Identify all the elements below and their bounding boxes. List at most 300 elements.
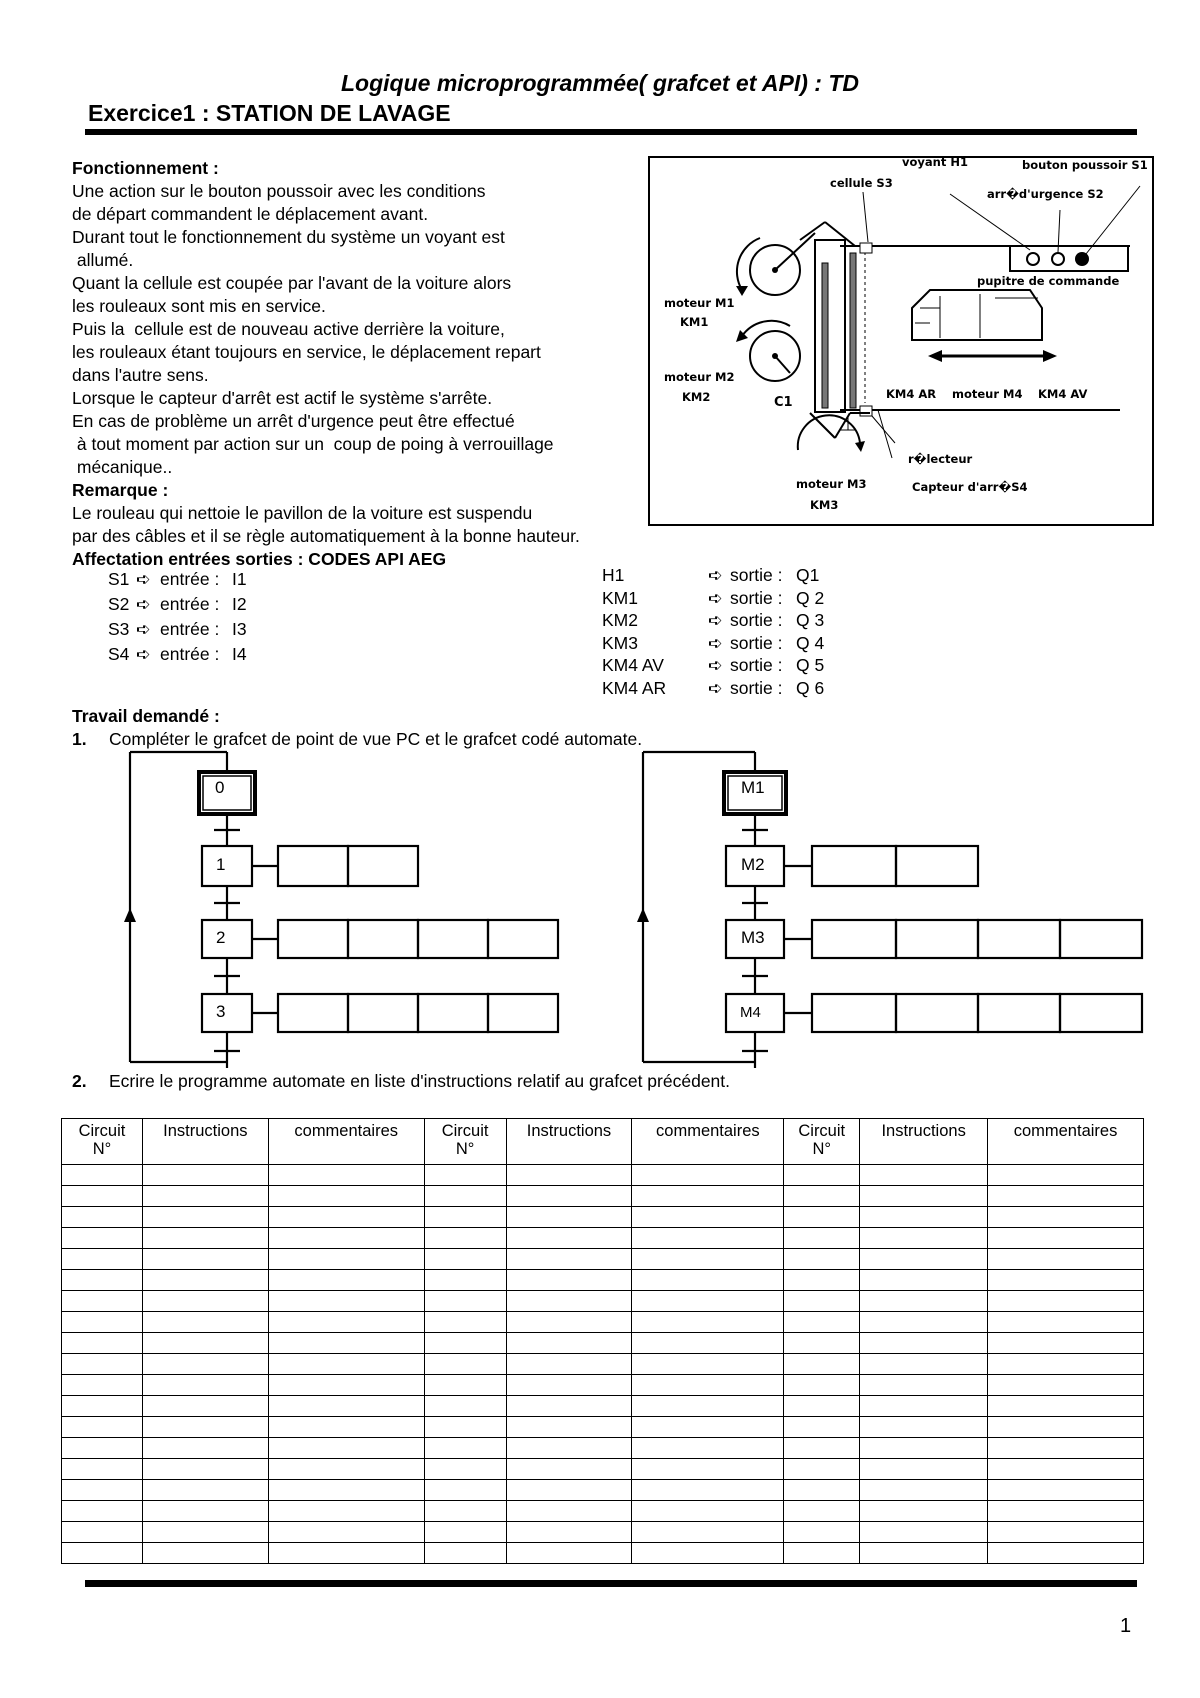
remarque-line: Le rouleau qui nettoie le pavillon de la voiture est suspendu xyxy=(72,503,533,523)
table-cell[interactable] xyxy=(62,1438,143,1459)
label-moteur-m2: moteur M2 xyxy=(664,370,735,384)
table-cell[interactable] xyxy=(142,1270,268,1291)
grafcet-step-label: M3 xyxy=(741,928,765,947)
label-moteur-m1: moteur M1 xyxy=(664,296,735,310)
io-name: KM2 xyxy=(602,610,638,631)
io-name: S4 xyxy=(108,644,130,664)
table-cell[interactable] xyxy=(506,1375,632,1396)
table-cell[interactable] xyxy=(860,1354,988,1375)
table-cell[interactable] xyxy=(424,1291,506,1312)
io-name: KM3 xyxy=(602,632,638,653)
table-cell[interactable] xyxy=(988,1207,1144,1228)
table-cell[interactable] xyxy=(62,1354,143,1375)
table-cell[interactable] xyxy=(784,1312,860,1333)
grafcet-step-label: M4 xyxy=(740,1004,761,1021)
io-name: KM4 AR xyxy=(602,677,667,698)
table-cell[interactable] xyxy=(988,1417,1144,1438)
table-cell[interactable] xyxy=(268,1522,424,1543)
output-row xyxy=(602,632,824,655)
table-cell[interactable] xyxy=(142,1501,268,1522)
table-cell[interactable] xyxy=(988,1396,1144,1417)
table-cell[interactable] xyxy=(424,1501,506,1522)
table-cell[interactable] xyxy=(860,1459,988,1480)
io-name: S3 xyxy=(108,619,130,639)
grafcet-step-label: 2 xyxy=(216,928,226,947)
table-cell[interactable] xyxy=(506,1207,632,1228)
header-line: Instructions xyxy=(526,1122,612,1140)
table-row xyxy=(62,1312,1144,1333)
table-cell[interactable] xyxy=(988,1354,1144,1375)
table-row xyxy=(62,1459,1144,1480)
header-line: commentaires xyxy=(294,1122,399,1140)
table-cell[interactable] xyxy=(784,1480,860,1501)
table-cell[interactable] xyxy=(506,1354,632,1375)
table-cell[interactable] xyxy=(62,1543,143,1564)
table-cell[interactable] xyxy=(62,1459,143,1480)
table-cell[interactable] xyxy=(424,1438,506,1459)
table-cell[interactable] xyxy=(424,1333,506,1354)
table-cell[interactable] xyxy=(424,1354,506,1375)
io-name: S1 xyxy=(108,569,130,589)
table-cell[interactable] xyxy=(632,1228,784,1249)
table-cell[interactable] xyxy=(506,1333,632,1354)
io-code: I2 xyxy=(232,594,247,614)
output-row xyxy=(602,564,824,587)
table-cell[interactable] xyxy=(142,1291,268,1312)
table-cell[interactable] xyxy=(860,1186,988,1207)
table-cell[interactable] xyxy=(424,1207,506,1228)
arrow-icon: ➪ xyxy=(708,565,723,585)
fonctionnement-line: Une action sur le bouton poussoir avec les conditions xyxy=(72,181,486,201)
io-label: sortie : xyxy=(730,632,783,653)
grafcet-step-label: M1 xyxy=(741,778,765,797)
io-name: S2 xyxy=(108,594,130,614)
io-code: Q 6 xyxy=(796,677,825,698)
table-cell[interactable] xyxy=(268,1459,424,1480)
table-row xyxy=(62,1417,1144,1438)
grafcet-step-label: M2 xyxy=(741,855,765,874)
table-cell[interactable] xyxy=(632,1480,784,1501)
io-code: Q 3 xyxy=(796,610,825,631)
label-capteur: Capteur d'arr�S4 xyxy=(912,480,1028,494)
table-cell[interactable] xyxy=(268,1375,424,1396)
table-cell[interactable] xyxy=(988,1186,1144,1207)
table-cell[interactable] xyxy=(424,1459,506,1480)
fonctionnement-line: Durant tout le fonctionnement du système un voyant est xyxy=(72,227,505,247)
header-line: N° xyxy=(812,1140,831,1158)
grafcet-step-label: 1 xyxy=(216,855,226,874)
table-cell[interactable] xyxy=(860,1396,988,1417)
output-row xyxy=(602,609,824,632)
table-cell[interactable] xyxy=(988,1501,1144,1522)
table-cell[interactable] xyxy=(632,1522,784,1543)
table-cell[interactable] xyxy=(860,1165,988,1186)
table-cell[interactable] xyxy=(268,1291,424,1312)
io-code: Q 4 xyxy=(796,632,825,653)
table-cell[interactable] xyxy=(142,1396,268,1417)
table-cell[interactable] xyxy=(142,1522,268,1543)
table-cell[interactable] xyxy=(988,1522,1144,1543)
fonctionnement-line: Lorsque le capteur d'arrêt est actif le système s'arrête. xyxy=(72,388,493,408)
arrow-icon: ➪ xyxy=(708,677,723,698)
fonctionnement-line: à tout moment par action sur un coup de poing à verrouillage xyxy=(72,434,554,454)
table-cell[interactable] xyxy=(268,1207,424,1228)
question-2-text: Ecrire le programme automate en liste d'instructions relatif au grafcet précédent. xyxy=(109,1071,731,1091)
table-cell[interactable] xyxy=(268,1312,424,1333)
table-cell[interactable] xyxy=(62,1291,143,1312)
table-row xyxy=(62,1522,1144,1543)
io-label: sortie : xyxy=(730,677,783,698)
table-cell[interactable] xyxy=(268,1333,424,1354)
table-cell[interactable] xyxy=(142,1207,268,1228)
label-voyant: voyant H1 xyxy=(902,155,968,169)
table-cell[interactable] xyxy=(860,1522,988,1543)
footer-rule xyxy=(85,1580,1137,1587)
table-cell[interactable] xyxy=(988,1228,1144,1249)
header-line: commentaires xyxy=(1013,1122,1118,1140)
table-cell[interactable] xyxy=(784,1501,860,1522)
table-cell[interactable] xyxy=(632,1312,784,1333)
table-row xyxy=(62,1270,1144,1291)
column-header xyxy=(506,1119,632,1165)
grafcet-step-label: 0 xyxy=(215,778,225,797)
table-row xyxy=(62,1333,1144,1354)
header-line: Instructions xyxy=(881,1122,966,1140)
table-cell[interactable] xyxy=(506,1270,632,1291)
table-cell[interactable] xyxy=(988,1165,1144,1186)
outputs-list xyxy=(602,564,824,700)
grafcet-step-label: 3 xyxy=(216,1002,226,1021)
column-header xyxy=(424,1119,506,1165)
table-cell[interactable] xyxy=(142,1459,268,1480)
io-label: sortie : xyxy=(730,610,783,631)
table-cell[interactable] xyxy=(62,1249,143,1270)
label-km2: KM2 xyxy=(682,390,711,404)
arrow-icon: ➪ xyxy=(708,655,723,676)
table-cell[interactable] xyxy=(632,1417,784,1438)
table-cell[interactable] xyxy=(424,1165,506,1186)
fonctionnement-line: Quant la cellule est coupée par l'avant de la voiture alors xyxy=(72,273,512,293)
io-label: entrée : xyxy=(160,594,220,614)
table-cell[interactable] xyxy=(784,1249,860,1270)
program-table xyxy=(61,1118,1144,1564)
header-line: Circuit xyxy=(78,1122,126,1140)
table-header-row xyxy=(62,1119,1144,1165)
table-cell[interactable] xyxy=(506,1501,632,1522)
table-cell[interactable] xyxy=(784,1186,860,1207)
fonctionnement-line: dans l'autre sens. xyxy=(72,365,209,385)
input-row xyxy=(108,592,247,617)
table-row xyxy=(62,1291,1144,1312)
table-cell[interactable] xyxy=(62,1417,143,1438)
table-row xyxy=(62,1228,1144,1249)
table-row xyxy=(62,1207,1144,1228)
table-cell[interactable] xyxy=(632,1501,784,1522)
table-cell[interactable] xyxy=(860,1501,988,1522)
table-cell[interactable] xyxy=(632,1375,784,1396)
fonctionnement-line: les rouleaux sont mis en service. xyxy=(72,296,326,316)
table-cell[interactable] xyxy=(784,1438,860,1459)
fonctionnement-line: allumé. xyxy=(72,250,134,270)
table-cell[interactable] xyxy=(506,1417,632,1438)
table-cell[interactable] xyxy=(268,1480,424,1501)
input-row xyxy=(108,567,247,592)
table-cell[interactable] xyxy=(268,1270,424,1291)
table-cell[interactable] xyxy=(142,1186,268,1207)
table-cell[interactable] xyxy=(268,1417,424,1438)
arrow-icon: ➪ xyxy=(136,594,151,614)
table-cell[interactable] xyxy=(632,1291,784,1312)
remarque-line: par des câbles et il se règle automatiquement à la bonne hauteur. xyxy=(72,526,580,546)
table-cell[interactable] xyxy=(62,1165,143,1186)
io-label: entrée : xyxy=(160,619,220,639)
table-cell[interactable] xyxy=(268,1354,424,1375)
table-cell[interactable] xyxy=(784,1543,860,1564)
fonctionnement-line: En cas de problème un arrêt d'urgence peut être effectué xyxy=(72,411,515,431)
table-cell[interactable] xyxy=(506,1312,632,1333)
table-cell[interactable] xyxy=(506,1249,632,1270)
table-cell[interactable] xyxy=(860,1417,988,1438)
table-cell[interactable] xyxy=(860,1333,988,1354)
table-cell[interactable] xyxy=(506,1228,632,1249)
table-row xyxy=(62,1186,1144,1207)
output-row xyxy=(602,654,824,677)
table-cell[interactable] xyxy=(988,1270,1144,1291)
table-cell[interactable] xyxy=(784,1396,860,1417)
station-drawing xyxy=(650,158,1152,524)
table-row xyxy=(62,1396,1144,1417)
table-cell[interactable] xyxy=(142,1354,268,1375)
table-cell[interactable] xyxy=(62,1207,143,1228)
table-cell[interactable] xyxy=(860,1480,988,1501)
table-cell[interactable] xyxy=(268,1186,424,1207)
table-cell[interactable] xyxy=(784,1291,860,1312)
page-title: Logique microprogrammée( grafcet et API) : TD xyxy=(341,70,859,96)
table-cell[interactable] xyxy=(424,1249,506,1270)
table-body xyxy=(62,1165,1144,1564)
table-cell[interactable] xyxy=(424,1312,506,1333)
io-label: entrée : xyxy=(160,644,220,664)
column-header xyxy=(62,1119,143,1165)
table-cell[interactable] xyxy=(506,1543,632,1564)
table-cell[interactable] xyxy=(424,1543,506,1564)
table-row xyxy=(62,1480,1144,1501)
table-cell[interactable] xyxy=(424,1228,506,1249)
header-line: commentaires xyxy=(656,1122,760,1140)
io-name: KM4 AV xyxy=(602,655,664,676)
question-1-number: 1. xyxy=(72,729,87,749)
label-moteur-m4: moteur M4 xyxy=(952,387,1023,401)
table-cell[interactable] xyxy=(506,1438,632,1459)
table-cell[interactable] xyxy=(784,1375,860,1396)
header-line: Circuit xyxy=(441,1122,489,1140)
table-cell[interactable] xyxy=(142,1228,268,1249)
table-cell[interactable] xyxy=(424,1186,506,1207)
table-cell[interactable] xyxy=(424,1270,506,1291)
table-cell[interactable] xyxy=(988,1291,1144,1312)
io-code: Q 5 xyxy=(796,655,825,676)
table-cell[interactable] xyxy=(506,1165,632,1186)
label-km4-ar: KM4 AR xyxy=(886,387,937,401)
table-cell[interactable] xyxy=(506,1396,632,1417)
table-cell[interactable] xyxy=(860,1228,988,1249)
table-cell[interactable] xyxy=(268,1543,424,1564)
arrow-icon: ➪ xyxy=(136,569,151,589)
table-cell[interactable] xyxy=(784,1228,860,1249)
table-cell[interactable] xyxy=(632,1165,784,1186)
table-cell[interactable] xyxy=(860,1438,988,1459)
table-cell[interactable] xyxy=(506,1186,632,1207)
table-cell[interactable] xyxy=(860,1207,988,1228)
travail-heading: Travail demandé : xyxy=(72,706,220,726)
table-cell[interactable] xyxy=(142,1333,268,1354)
table-cell[interactable] xyxy=(62,1501,143,1522)
table-cell[interactable] xyxy=(988,1480,1144,1501)
table-cell[interactable] xyxy=(142,1417,268,1438)
table-cell[interactable] xyxy=(142,1438,268,1459)
fonctionnement-line: les rouleaux étant toujours en service, le déplacement repart xyxy=(72,342,541,362)
table-cell[interactable] xyxy=(424,1417,506,1438)
io-code: I3 xyxy=(232,619,247,639)
table-cell[interactable] xyxy=(632,1396,784,1417)
column-header xyxy=(784,1119,860,1165)
table-cell[interactable] xyxy=(988,1249,1144,1270)
table-cell[interactable] xyxy=(784,1270,860,1291)
io-name: KM1 xyxy=(602,587,638,608)
table-cell[interactable] xyxy=(632,1270,784,1291)
table-cell[interactable] xyxy=(632,1543,784,1564)
table-cell[interactable] xyxy=(988,1543,1144,1564)
table-cell[interactable] xyxy=(506,1522,632,1543)
table-cell[interactable] xyxy=(62,1312,143,1333)
io-code: I1 xyxy=(232,569,247,589)
label-moteur-m3: moteur M3 xyxy=(796,477,867,491)
label-reflecteur: r�lecteur xyxy=(908,452,973,466)
table-row xyxy=(62,1165,1144,1186)
table-row xyxy=(62,1438,1144,1459)
table-cell[interactable] xyxy=(632,1459,784,1480)
table-cell[interactable] xyxy=(506,1291,632,1312)
table-cell[interactable] xyxy=(784,1354,860,1375)
question-1-text: Compléter le grafcet de point de vue PC et le grafcet codé automate. xyxy=(109,729,643,749)
table-cell[interactable] xyxy=(142,1543,268,1564)
question-2-number: 2. xyxy=(72,1071,87,1091)
io-code: Q 2 xyxy=(796,587,825,608)
table-cell[interactable] xyxy=(62,1333,143,1354)
table-cell[interactable] xyxy=(988,1459,1144,1480)
affectation-heading: Affectation entrées sorties : CODES API AEG xyxy=(72,549,447,569)
table-cell[interactable] xyxy=(142,1480,268,1501)
label-km1: KM1 xyxy=(680,315,709,329)
table-cell[interactable] xyxy=(784,1417,860,1438)
header-line: N° xyxy=(455,1140,475,1158)
arrow-icon: ➪ xyxy=(136,619,151,639)
table-cell[interactable] xyxy=(424,1522,506,1543)
table-cell[interactable] xyxy=(268,1165,424,1186)
table-cell[interactable] xyxy=(424,1396,506,1417)
label-km4-av: KM4 AV xyxy=(1038,387,1088,401)
table-cell[interactable] xyxy=(62,1270,143,1291)
io-code: I4 xyxy=(232,644,247,664)
table-cell[interactable] xyxy=(142,1165,268,1186)
column-header xyxy=(988,1119,1144,1165)
inputs-list xyxy=(108,567,247,667)
table-cell[interactable] xyxy=(784,1459,860,1480)
table-cell[interactable] xyxy=(268,1438,424,1459)
table-cell[interactable] xyxy=(142,1375,268,1396)
table-cell[interactable] xyxy=(784,1522,860,1543)
fonctionnement-line: de départ commandent le déplacement avant. xyxy=(72,204,429,224)
table-cell[interactable] xyxy=(784,1165,860,1186)
table-cell[interactable] xyxy=(506,1480,632,1501)
table-cell[interactable] xyxy=(988,1375,1144,1396)
table-cell[interactable] xyxy=(632,1186,784,1207)
table-cell[interactable] xyxy=(784,1207,860,1228)
table-cell[interactable] xyxy=(268,1249,424,1270)
column-header xyxy=(142,1119,268,1165)
table-cell[interactable] xyxy=(268,1228,424,1249)
table-cell[interactable] xyxy=(632,1249,784,1270)
arrow-icon: ➪ xyxy=(708,587,723,608)
io-label: sortie : xyxy=(730,565,783,585)
table-cell[interactable] xyxy=(424,1480,506,1501)
table-cell[interactable] xyxy=(62,1186,143,1207)
grafcet-api xyxy=(637,752,1142,1068)
table-cell[interactable] xyxy=(988,1333,1144,1354)
table-cell[interactable] xyxy=(62,1375,143,1396)
table-cell[interactable] xyxy=(506,1459,632,1480)
table-cell[interactable] xyxy=(632,1207,784,1228)
table-cell[interactable] xyxy=(632,1438,784,1459)
table-cell[interactable] xyxy=(860,1312,988,1333)
fonctionnement-line: mécanique.. xyxy=(72,457,173,477)
label-c1: C1 xyxy=(774,395,793,410)
label-urgence: arr�d'urgence S2 xyxy=(987,187,1104,201)
table-cell[interactable] xyxy=(860,1291,988,1312)
input-row xyxy=(108,617,247,642)
table-cell[interactable] xyxy=(62,1228,143,1249)
table-cell[interactable] xyxy=(860,1270,988,1291)
table-cell[interactable] xyxy=(268,1501,424,1522)
table-cell[interactable] xyxy=(632,1333,784,1354)
fonctionnement-line: Puis la cellule est de nouveau active derrière la voiture, xyxy=(72,319,505,339)
table-row xyxy=(62,1249,1144,1270)
table-cell[interactable] xyxy=(988,1438,1144,1459)
table-cell[interactable] xyxy=(142,1312,268,1333)
table-cell[interactable] xyxy=(784,1333,860,1354)
table-cell[interactable] xyxy=(142,1249,268,1270)
table-cell[interactable] xyxy=(860,1543,988,1564)
fonctionnement-section xyxy=(72,157,672,571)
table-row xyxy=(62,1375,1144,1396)
header-line: N° xyxy=(92,1140,112,1158)
table-cell[interactable] xyxy=(62,1522,143,1543)
table-cell[interactable] xyxy=(860,1249,988,1270)
input-row xyxy=(108,642,247,667)
table-row xyxy=(62,1354,1144,1375)
label-bouton: bouton poussoir S1 xyxy=(1022,158,1148,172)
table-cell[interactable] xyxy=(988,1312,1144,1333)
table-cell[interactable] xyxy=(632,1354,784,1375)
exercise-title: Exercice1 : STATION DE LAVAGE xyxy=(88,100,451,126)
table-cell[interactable] xyxy=(62,1396,143,1417)
header-line: Instructions xyxy=(163,1122,248,1140)
table-cell[interactable] xyxy=(62,1480,143,1501)
table-cell[interactable] xyxy=(268,1396,424,1417)
page-number: 1 xyxy=(1120,1615,1132,1637)
table-cell[interactable] xyxy=(860,1375,988,1396)
table-cell[interactable] xyxy=(424,1375,506,1396)
